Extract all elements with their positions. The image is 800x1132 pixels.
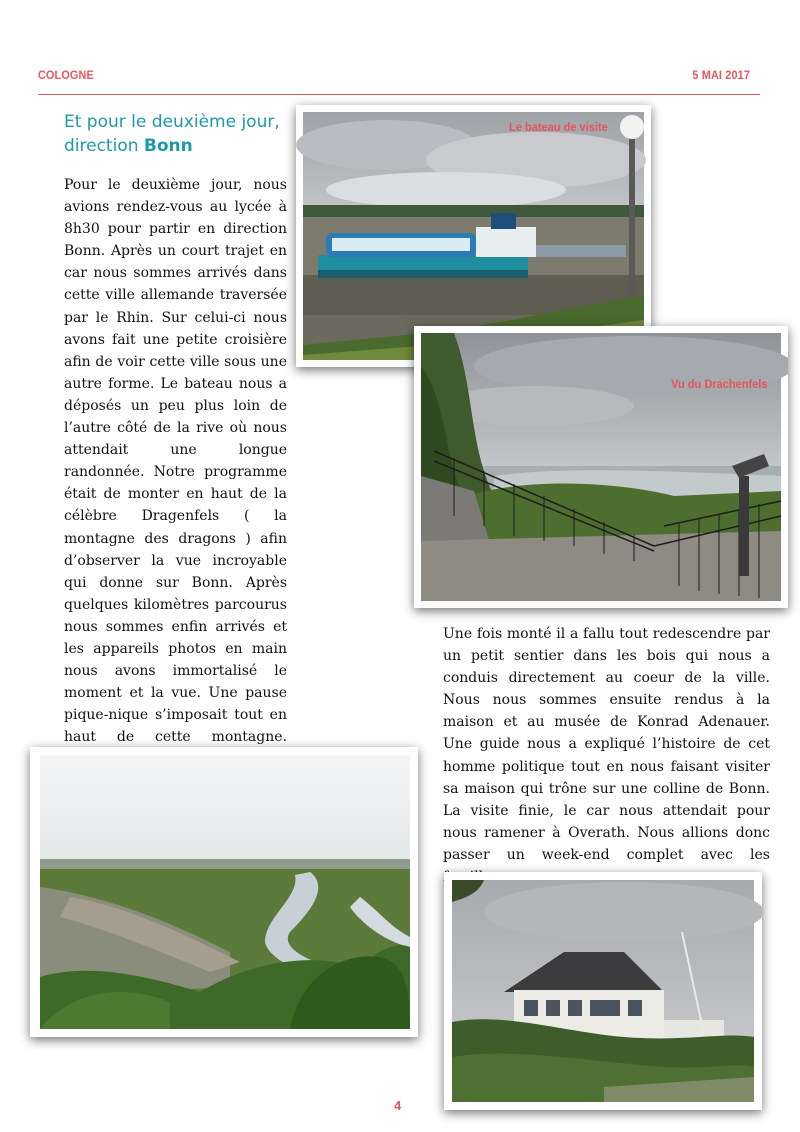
header-rule	[38, 94, 760, 95]
caption-boat: Le bateau de visite	[509, 120, 608, 134]
article-text-right: Une fois monté il a fallu tout redescendre par un petit sentier dans les bois qui nous a conduis directement au coeur de la ville. Nous nous sommes ensuite rendus à la maison et au musée de Konrad Adenauer. Une guide nous a expliqué l’histoire de cet homme politique tout en nous faisant visiter sa maison qui trône sur une colline de Bonn. La visite finie, le car nous attendait pour nous ramener à Overath. Nous allions donc passer un week-end complet avec les	[443, 626, 770, 863]
caption-drachenfels: Vu du Drachenfels	[671, 377, 768, 391]
title-bold: Bonn	[143, 136, 193, 156]
photo-drachenfels	[414, 326, 788, 608]
header-left: COLOGNE	[38, 68, 94, 82]
photo-adenauer-house	[444, 872, 762, 1110]
page-number: 4	[394, 1098, 402, 1113]
header-date: 5 MAI 2017	[692, 68, 750, 82]
title-prefix: Et pour le deuxième jour, direction	[64, 112, 280, 156]
photo-rhine-valley	[30, 747, 418, 1037]
article-text-left: Pour le deuxième jour, nous avions rendez-vous au lycée à 8h30 pour partir en direction Bonn. Après un court trajet en car nous sommes arrivés dans cette ville allemande traversée par le Rhin. Sur celui-ci nous avons fait une petite croisière afin de voir cette ville sous une autre forme. Le bateau nous a déposés un peu plus loin de l’autre côté de la rive où nous attendait une longue randonnée. Notre programme était de monter en haut de la célèbre Dragenfels ( la montagne des dragons ) afin d’observer la vue incroyable qui donne sur Bonn. Après quelques kilomètres parcourus nous sommes enfin arrivés et les appareils photos en main nous avons immortalisé le moment et la vue. Une pause pique-nique s’imposait tout en haut de cette montagne.	[64, 177, 287, 746]
article-title	[64, 110, 296, 158]
